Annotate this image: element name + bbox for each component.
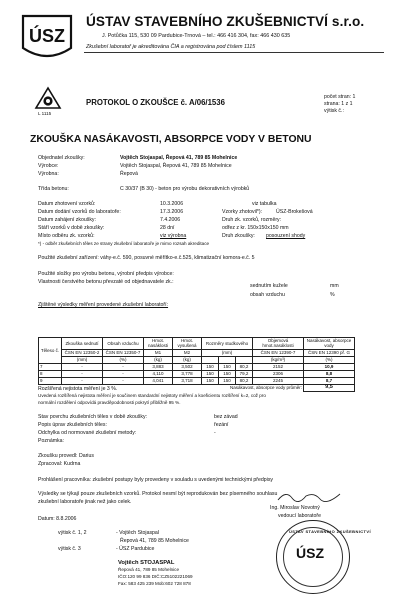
table-row (39, 363, 355, 370)
table-header-cell: Těleso č. (39, 338, 62, 364)
distribution-value: - ÚSZ Pardubice (116, 546, 155, 552)
table-cell: 3,778 (173, 370, 202, 377)
table-cell: 3,718 (173, 377, 202, 384)
date-right-label: odřez z kr. 150x150x150 mm (222, 225, 289, 231)
table-cell: 2306 (253, 370, 304, 377)
table-cell: 2245 (253, 377, 304, 384)
table-cell: - (103, 363, 144, 370)
issue-date: Datum: 8.8.2006 (38, 516, 77, 522)
table-cell: 150 (202, 370, 219, 377)
table-header-cell: ČSN EN 12350-7 (103, 349, 144, 356)
accreditation-mark-icon (34, 86, 62, 112)
table-cell: - (62, 370, 103, 377)
uncertainty-note: normální rozdělení odpovídá pravděpodobnosti pokrytí přibližně 95 %. (38, 400, 181, 405)
surface-value: bez závad (214, 414, 238, 420)
table-caption: Zjištěné výsledky měření provedené zkušební laboratoří: (38, 302, 169, 308)
table-cell: - (62, 377, 103, 384)
declaration: Prohlášení pracovníka: zkušební postupy byly provedeny v souladu s uvedenými technickými předpisy (38, 477, 274, 483)
company-stamp-line: Řepová 41, 789 85 Mohelnice (118, 567, 180, 572)
surface-label: Poznámka: (38, 438, 64, 444)
date-value: 28 dní (160, 225, 175, 231)
table-row (39, 377, 355, 384)
company-name: ÚSTAV STAVEBNÍHO ZKUŠEBNICTVÍ s.r.o. (86, 14, 365, 29)
info-value: Řepová (120, 171, 138, 177)
accreditation-note: Zkušební laboratoř je akreditována ČIA a registrována pod číslem 1115 (86, 44, 256, 50)
table-header-row (39, 338, 355, 350)
components-line: Použité složky pro výrobu betonu, výrobní předpis výrobce: (38, 271, 174, 277)
table-header-cell: M1 (144, 349, 173, 356)
company-stamp-line: Fax: 583 425 239 Mob:602 728 878 (118, 581, 191, 586)
sampling-note: *) - odběr zkušebních těles ze strany zkušební laboratoře je mimo rozsah akreditace (38, 241, 210, 246)
table-header-cell (202, 356, 219, 363)
table-header-cell: (kg) (173, 356, 202, 363)
svg-text:ÚSZ: ÚSZ (29, 26, 65, 46)
table-header-row (39, 356, 355, 363)
usz-logo-icon (20, 12, 74, 64)
date-right-value: posouzení shody (266, 233, 306, 239)
date-right-value: ÚSZ-Brokešová (276, 209, 313, 215)
date-right-label: Druh zkoušky: (222, 233, 255, 239)
table-header-cell: Nasákavost, absorpce vody (304, 338, 355, 350)
signatory-role: vedoucí laboratoře (278, 513, 321, 519)
table-cell: 80,2 (236, 363, 253, 370)
uncertainty-note: Uvedená rozšířená nejistota měření je součinem standardní nejistoty měření a koeficientu rozšíření k=2, což pro (38, 393, 266, 398)
table-header-cell: (%) (103, 356, 144, 363)
date-value: 7.4.2006 (160, 217, 181, 223)
main-title: ZKOUŠKA NASÁKAVOSTI, ABSORPCE VODY V BETONU (30, 134, 312, 145)
table-header-cell: (mm) (62, 356, 103, 363)
table-row (39, 370, 355, 377)
average-label: Nasákavost, absorpce vody průměr: (39, 384, 304, 391)
stamp-ring-text: ÚSTAV STAVEBNÍHO ZKUŠEBNICTVÍ (289, 529, 371, 534)
company-stamp-line: IČO:120 99 836 DIČ:CZ5102221069 (118, 574, 193, 579)
info-value: Vojtěch Stojaspal, Řepová 41, 789 85 Mohelnice (120, 163, 232, 169)
date-label: Místo odběru zk. vzorků: (38, 233, 95, 239)
distribution-label: výtisk č. 1, 2 (58, 530, 87, 536)
surface-value: řezání (214, 422, 229, 428)
protocol-title: PROTOKOL O ZKOUŠCE č. A/06/1536 (86, 98, 225, 107)
table-cell: 8 (39, 370, 62, 377)
table-header-cell: Zkouška sednutí (62, 338, 103, 350)
page-count: počet stran: 1 (324, 94, 356, 100)
uncertainty-note: Rozšířená nejistota měření je 3 %. (38, 386, 118, 392)
processed-by: Zpracoval: Kudrna (38, 461, 81, 467)
concrete-class-label: Třída betonu: (38, 186, 69, 192)
date-value: 17.3.2006 (160, 209, 184, 215)
table-cell: 3,883 (144, 363, 173, 370)
info-label: Objednatel zkoušky: (38, 155, 85, 161)
distribution-value: Řepová 41, 789 85 Mohelnice (120, 538, 189, 544)
table-header-cell: Rozměry studkového (202, 338, 253, 350)
table-header-cell (219, 356, 236, 363)
copy-number: výtisk č.: (324, 108, 344, 114)
equipment-line: Použité zkušební zařízení: váhy-e.č. 590, posuvné měřítko-e.č.525, klimatizační komora-e.č. 5 (38, 255, 255, 261)
signature-icon (276, 488, 342, 504)
table-cell: 2152 (253, 363, 304, 370)
table-cell: 150 (219, 363, 236, 370)
table-cell: - (103, 377, 144, 384)
average-value: 9,5 (304, 384, 355, 391)
date-right-label: Vzorky zhotovil*): (222, 209, 263, 215)
air-label: obsah vzduchu (250, 292, 285, 298)
date-label: Datum zhotovení vzorků: (38, 201, 96, 207)
table-cell: 80,2 (236, 377, 253, 384)
table-header-cell: Hmot. vysušená (173, 338, 202, 350)
table-cell: 4,041 (144, 377, 173, 384)
slump-label: sednutím kužele (250, 283, 288, 289)
table-header-cell: (%) (304, 356, 355, 363)
header-divider (84, 52, 384, 53)
round-stamp (276, 520, 371, 594)
table-header-cell: Hmot. nasáklosti (144, 338, 173, 350)
info-label: Výrobce: (38, 163, 59, 169)
date-label: Stáří vzorků v době zkoušky: (38, 225, 105, 231)
table-header-cell: (mm) (202, 349, 253, 356)
page-number: strana: 1 z 1 (324, 101, 353, 107)
air-unit: % (330, 292, 335, 298)
table-header-cell: ČSN EN 12350-2 (62, 349, 103, 356)
table-header-cell: (kg) (144, 356, 173, 363)
date-label: Datum zahájení zkoušky: (38, 217, 96, 223)
table-cell: 8,8 (304, 370, 355, 377)
table-cell: 7 (39, 363, 62, 370)
table-header-cell: ČSN EN 12390-7 (253, 349, 304, 356)
info-value: Vojtěch Stojaspal, Řepová 41, 789 85 Mohelnice (120, 155, 238, 161)
validity-note: zkušební laboratoře jinak než jako celek. (38, 499, 132, 505)
concrete-class-value: C 30/37 (B 30) - beton pro výrobu dekorativních výrobků (120, 186, 250, 192)
results-table (38, 337, 355, 392)
date-right-value: viz tabulka (252, 201, 277, 207)
table-header-cell: M2 (173, 349, 202, 356)
table-cell: 150 (219, 370, 236, 377)
table-header-cell: (kg/m³) (253, 356, 304, 363)
distribution-label: výtisk č. 3 (58, 546, 81, 552)
table-cell: 3,502 (173, 363, 202, 370)
table-cell: - (62, 363, 103, 370)
date-label: Datum dodání vzorků do laboratoře: (38, 209, 121, 215)
table-header-row (39, 349, 355, 356)
table-cell: 79,2 (236, 370, 253, 377)
date-value: viz výrobna (160, 233, 187, 239)
surface-label: Odchylka od normované zkušební metody: (38, 430, 137, 436)
tested-by: Zkoušku provedl: Darius (38, 453, 94, 459)
table-cell: 10,9 (304, 363, 355, 370)
table-cell: 8,7 (304, 377, 355, 384)
table-header-cell (236, 356, 253, 363)
date-value: 10.3.2006 (160, 201, 184, 207)
date-right-label: Druh zk. vzorků, rozměry: (222, 217, 282, 223)
table-cell: 150 (202, 363, 219, 370)
table-cell: - (103, 370, 144, 377)
lab-number: L 1115 (38, 111, 52, 116)
table-cell: 4,110 (144, 370, 173, 377)
table-cell: 150 (219, 377, 236, 384)
surface-value: - (214, 430, 216, 436)
surface-label: Popis úprav zkušebních těles: (38, 422, 107, 428)
table-cell: 9 (39, 377, 62, 384)
slump-unit: mm (330, 283, 339, 289)
company-stamp-line: Vojtěch STOJASPAL (118, 560, 175, 566)
table-cell: 150 (202, 377, 219, 384)
surface-label: Stav povrchu zkušebních těles v době zkoušky: (38, 414, 147, 420)
stamp-center-text: ÚSZ (296, 545, 324, 561)
signatory-name: Ing. Miroslav Novotný (270, 505, 320, 511)
company-address: J. Potůčka 115, 530 09 Pardubice-Trnová – tel.: 466 416 304, fax: 466 430 635 (102, 33, 291, 39)
table-header-cell: Objemová hmot.nasáklosti (253, 338, 304, 350)
table-header-cell: Obsah vzduchu (103, 338, 144, 350)
validity-note: Výsledky se týkají pouze zkušebních vzorků. Protokol nesmí být reprodukován bez písemného souhlasu (38, 491, 278, 497)
distribution-value: - Vojtěch Stojaspal (116, 530, 159, 536)
info-label: Výrobna: (38, 171, 59, 177)
table-header-cell: ČSN EN 12390 př. G (304, 349, 355, 356)
fresh-props-line: Vlastnosti čerstvého betonu převzaté od objednavatele zk.: (38, 279, 174, 285)
